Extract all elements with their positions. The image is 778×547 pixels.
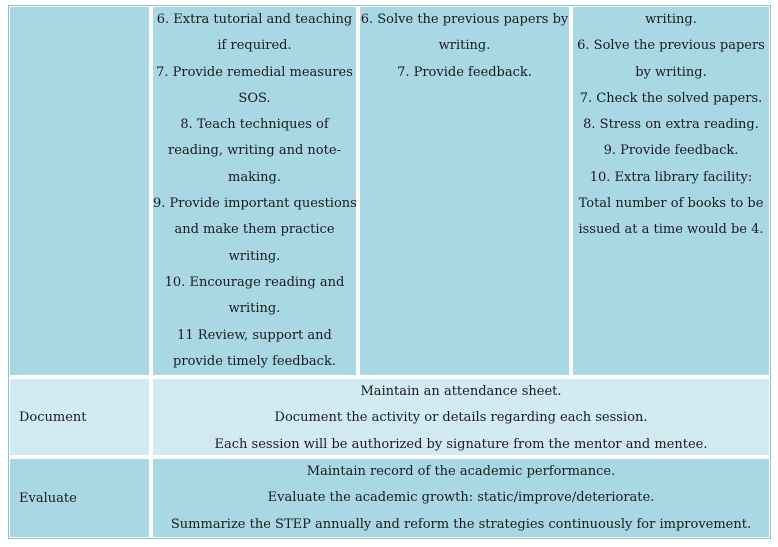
col2-line: 10. Encourage reading and <box>164 274 345 290</box>
col2-line: 7. Provide remedial measures <box>156 64 353 80</box>
row1-col2-cell <box>151 5 358 377</box>
col2-line: writing. <box>228 248 281 264</box>
col2-line: 9. Provide important questions <box>153 196 357 212</box>
col2-line: 8. Teach techniques of <box>180 117 329 133</box>
evaluate-label: Evaluate <box>19 490 77 506</box>
strategy-table <box>8 5 771 539</box>
evaluate-label-cell <box>8 457 151 539</box>
col2-line: provide timely feedback. <box>173 353 336 369</box>
col2-line: 11 Review, support and <box>177 327 332 343</box>
col2-line: SOS. <box>238 90 271 106</box>
evaluate-line: Maintain record of the academic performance. <box>306 464 616 479</box>
row1-label-cell <box>8 5 151 377</box>
col4-line: 6. Solve the previous papers <box>577 38 765 54</box>
col2-line: if required. <box>217 38 292 54</box>
col4-line: 8. Stress on extra reading. <box>583 117 759 133</box>
col2-line: and make them practice <box>174 222 335 238</box>
document-label-cell <box>8 377 151 457</box>
col4-line: writing. <box>645 12 697 27</box>
col2-line: making. <box>228 169 281 185</box>
col3-line: 7. Provide feedback. <box>397 64 532 80</box>
document-label: Document <box>19 409 87 425</box>
evaluate-line: Evaluate the academic growth: static/improve/deteriorate. <box>267 490 655 506</box>
document-line: Maintain an attendance sheet. <box>360 384 562 399</box>
col4-line: Total number of books to be <box>578 196 764 212</box>
evaluate-content-cell <box>151 457 771 539</box>
row1-col4-cell <box>571 5 771 377</box>
col2-line: 6. Extra tutorial and teaching <box>156 12 353 27</box>
row1-col3-cell <box>358 5 571 377</box>
document-line: Each session will be authorized by signature from the mentor and mentee. <box>214 436 708 452</box>
col4-line: 10. Extra library facility: <box>589 169 753 185</box>
col4-line: 7. Check the solved papers. <box>579 90 763 106</box>
col3-line: 6. Solve the previous papers by <box>360 12 569 27</box>
col2-line: reading, writing and note- <box>168 143 341 159</box>
col4-line: 9. Provide feedback. <box>603 143 739 159</box>
document-line: Document the activity or details regarding each session. <box>274 410 648 426</box>
evaluate-line: Summarize the STEP annually and reform the strategies continuously for improvement. <box>170 516 752 532</box>
col3-line: writing. <box>438 38 491 54</box>
col2-line: writing. <box>228 301 281 317</box>
document-content-cell <box>151 377 771 457</box>
col4-line: by writing. <box>635 64 707 80</box>
col4-line: issued at a time would be 4. <box>578 222 764 238</box>
